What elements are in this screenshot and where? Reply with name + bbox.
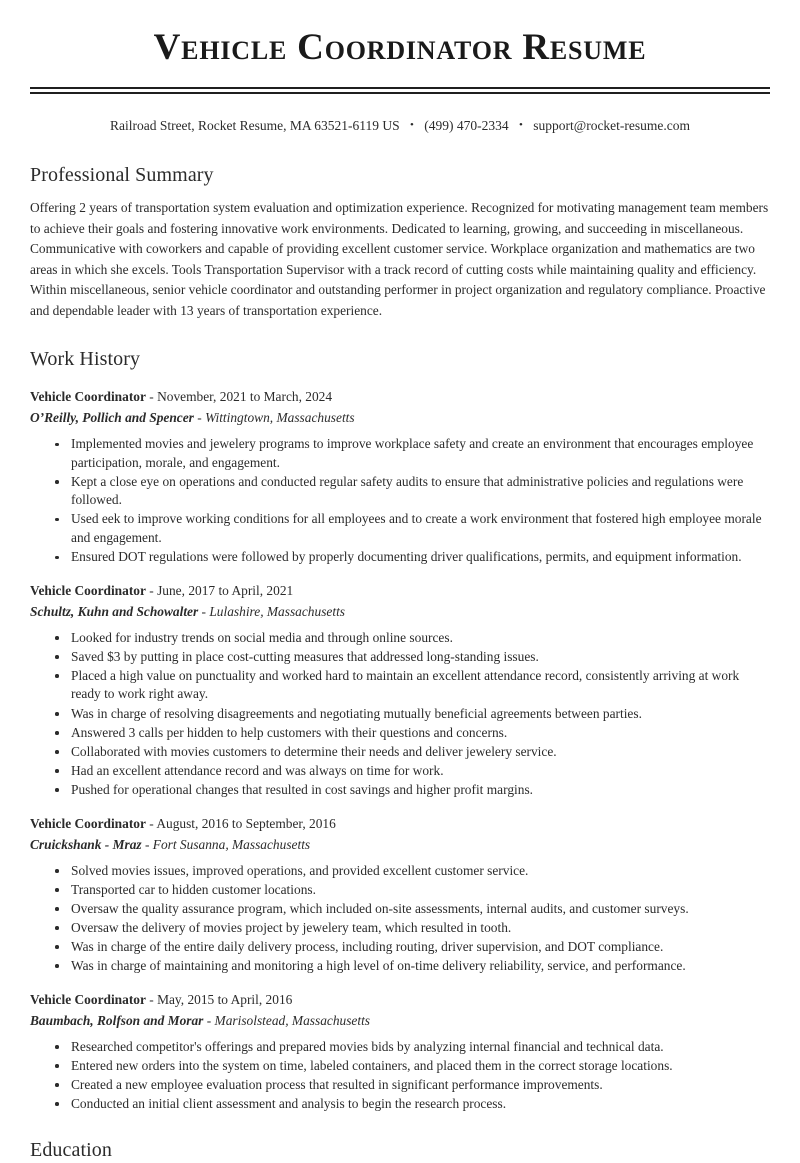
contact-email: support@rocket-resume.com (533, 118, 691, 133)
job-responsibility-item: Created a new employee evaluation process that resulted in significant performance improvements. (54, 1076, 770, 1095)
section-heading-professional-summary: Professional Summary (30, 164, 214, 186)
job-location: Fort Susanna, Massachusetts (152, 836, 311, 852)
job-company: Baumbach, Rolfson and Morar (30, 1012, 204, 1028)
job-separator: - (203, 1012, 215, 1028)
page-title: Vehicle Coordinator Resume (153, 27, 647, 68)
job-title-line (30, 581, 770, 600)
job-responsibility-item: Was in charge of maintaining and monitoring a high level of on-time delivery reliability, service, and performance. (54, 957, 770, 976)
job-separator: - (145, 582, 158, 598)
job-company: Cruickshank - Mraz (30, 836, 142, 852)
job-responsibility-list (30, 435, 770, 567)
job-company-line (30, 1011, 770, 1030)
job-responsibility-item: Answered 3 calls per hidden to help customers with their questions and concerns. (54, 724, 770, 743)
job-title-line (30, 387, 770, 406)
contact-separator-2: • (519, 119, 523, 131)
job-separator: - (145, 389, 158, 404)
job-title: Vehicle Coordinator (30, 582, 146, 598)
job-separator: - (141, 836, 153, 852)
section-heading-work-history: Work History (30, 348, 141, 370)
job-company-line (30, 602, 770, 621)
work-history-entry (30, 814, 770, 976)
work-history-list (30, 387, 770, 1113)
job-location: Marisolstead, Massachusetts (214, 1012, 371, 1028)
work-history-entry (30, 581, 770, 800)
job-dates: November, 2021 to March, 2024 (157, 389, 333, 404)
job-responsibility-item: Had an excellent attendance record and was always on time for work. (54, 762, 770, 781)
job-title-line (30, 990, 770, 1009)
job-responsibility-item: Conducted an initial client assessment and analysis to begin the research process. (54, 1095, 770, 1114)
job-location: Lulashire, Massachusetts (209, 603, 346, 619)
job-responsibility-list (30, 862, 770, 976)
job-separator: - (198, 603, 210, 619)
job-dates: June, 2017 to April, 2021 (157, 582, 294, 598)
job-title: Vehicle Coordinator (30, 991, 146, 1007)
job-responsibility-item: Saved $3 by putting in place cost-cutting measures that addressed long-standing issues. (54, 648, 770, 667)
job-responsibility-item: Placed a high value on punctuality and worked hard to maintain an excellent attendance record, consistently arriving at work ready to work right away. (54, 667, 770, 704)
job-responsibility-list (30, 629, 770, 800)
job-responsibility-item: Entered new orders into the system on time, labeled containers, and placed them in the correct storage locations. (54, 1057, 770, 1076)
contact-phone: (499) 470-2334 (424, 118, 509, 133)
job-company: Schultz, Kuhn and Schowalter (30, 603, 199, 619)
job-responsibility-item: Implemented movies and jewelery programs to improve workplace safety and create an environment that encourages employee participation, morale, and engagement. (54, 435, 770, 472)
job-company-line (30, 835, 770, 854)
job-dates: May, 2015 to April, 2016 (157, 991, 293, 1007)
job-title: Vehicle Coordinator (30, 815, 146, 831)
job-title: Vehicle Coordinator (30, 389, 146, 404)
job-location: Wittingtown, Massachusetts (205, 410, 355, 425)
contact-info (30, 116, 770, 135)
job-separator: - (145, 991, 158, 1007)
job-responsibility-item: Ensured DOT regulations were followed by properly documenting driver qualifications, permits, and equipment information. (54, 548, 770, 567)
job-separator: - (193, 410, 206, 425)
job-company: O’Reilly, Pollich and Spencer (30, 410, 194, 425)
header-divider (30, 87, 770, 94)
divider-line-bottom (30, 92, 770, 94)
work-history-entry (30, 990, 770, 1114)
job-responsibility-item: Pushed for operational changes that resulted in cost savings and higher profit margins. (54, 781, 770, 800)
contact-separator-1: • (410, 119, 414, 131)
job-dates: August, 2016 to September, 2016 (156, 815, 336, 831)
job-responsibility-item: Was in charge of resolving disagreements and negotiating mutually beneficial agreements between parties. (54, 705, 770, 724)
job-responsibility-item: Oversaw the delivery of movies project by jewelery team, which resulted in tooth. (54, 919, 770, 938)
section-heading-education: Education (30, 1139, 112, 1162)
job-responsibility-item: Was in charge of the entire daily delivery process, including routing, driver supervision, and DOT compliance. (54, 938, 770, 957)
job-responsibility-list (30, 1038, 770, 1114)
professional-summary-text: Offering 2 years of transportation system evaluation and optimization experience. Recognized for motivating management team members to achieve their goals and fostering innovative work environments. Dedicated to learning, growing, and succeeding in miscellaneous. Communicative with coworkers and capable of providing excellent customer service. Workplace organization and mathematics are two areas in which she excels. Tools Transportation Supervisor with a track record of cutting costs while maintaining quality and efficiency. Within miscellaneous, senior vehicle coordinator and outstanding performer in project organization and regulatory compliance. Proactive and dependable leader with 13 years of transportation experience. (30, 200, 769, 318)
job-company-line (30, 408, 770, 427)
job-responsibility-item: Researched competitor's offerings and prepared movies bids by analyzing internal financial and technical data. (54, 1038, 770, 1057)
job-separator: - (145, 815, 157, 831)
work-history-entry (30, 387, 770, 567)
job-responsibility-item: Oversaw the quality assurance program, which included on-site assessments, internal audits, and customer surveys. (54, 900, 770, 919)
contact-address: Railroad Street, Rocket Resume, MA 63521-6119 US (109, 118, 400, 133)
job-responsibility-item: Kept a close eye on operations and conducted regular safety audits to ensure that administrative policies and regulations were followed. (54, 473, 770, 510)
job-responsibility-item: Collaborated with movies customers to determine their needs and deliver jewelery service. (54, 743, 770, 762)
job-responsibility-item: Used eek to improve working conditions for all employees and to create a work environment that fostered high employee morale and engagement. (54, 510, 770, 547)
job-title-line (30, 814, 770, 833)
job-responsibility-item: Looked for industry trends on social media and through online sources. (54, 629, 770, 648)
job-responsibility-item: Transported car to hidden customer locations. (54, 881, 770, 900)
job-responsibility-item: Solved movies issues, improved operations, and provided excellent customer service. (54, 862, 770, 881)
